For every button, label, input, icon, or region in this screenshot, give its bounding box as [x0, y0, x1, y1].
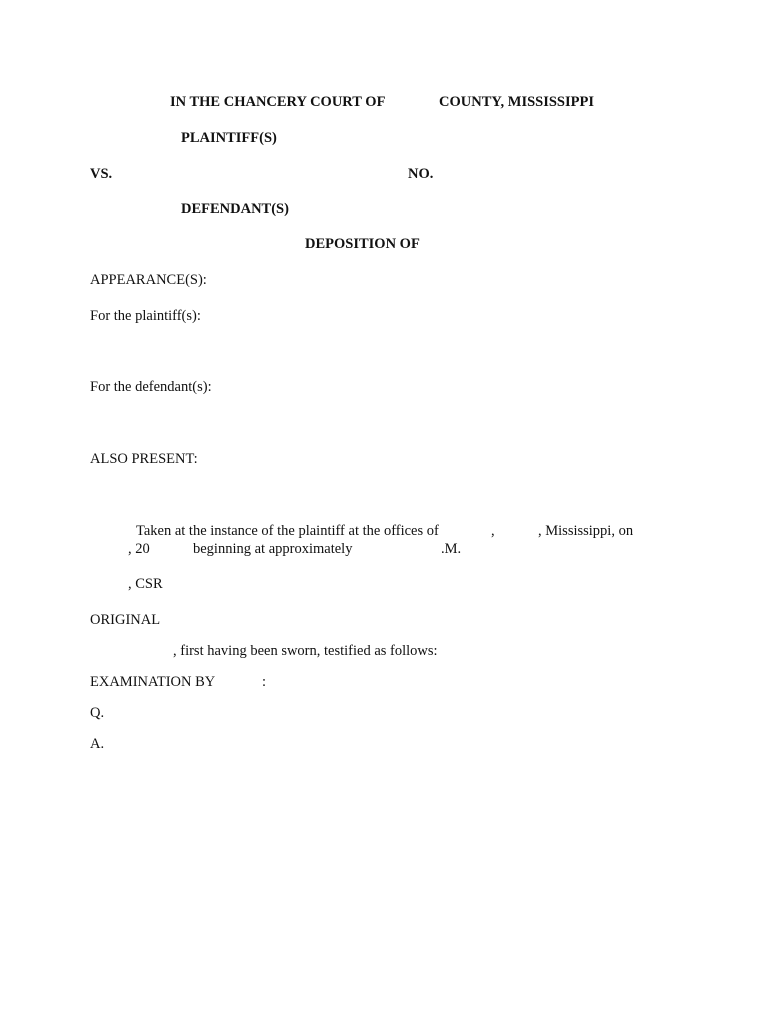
for-plaintiff-label: For the plaintiff(s): — [90, 308, 201, 324]
for-defendant-label: For the defendant(s): — [90, 379, 212, 395]
taken-location-end: , Mississippi, on — [538, 523, 634, 539]
document-title: DEPOSITION OF — [305, 236, 420, 252]
taken-at-text: Taken at the instance of the plaintiff at the offices of — [136, 523, 439, 539]
case-number-label: NO. — [408, 166, 434, 182]
question-label: Q. — [90, 705, 105, 721]
answer-label: A. — [90, 736, 105, 752]
appearances-heading: APPEARANCE(S): — [90, 272, 207, 288]
taken-year: , 20 — [128, 541, 150, 557]
court-heading-left: IN THE CHANCERY COURT OF — [170, 94, 386, 110]
sworn-statement: , first having been sworn, testified as follows: — [173, 643, 438, 659]
also-present-label: ALSO PRESENT: — [90, 451, 198, 467]
taken-beginning: beginning at approximately — [193, 541, 353, 557]
taken-meridiem: .M. — [441, 541, 462, 557]
examination-colon: : — [262, 674, 267, 690]
examination-label: EXAMINATION BY — [90, 674, 216, 690]
versus-label: VS. — [90, 166, 113, 182]
defendant-label: DEFENDANT(S) — [181, 201, 289, 217]
court-heading-right: COUNTY, MISSISSIPPI — [439, 94, 594, 110]
reporter-csr: , CSR — [128, 576, 163, 592]
original-label: ORIGINAL — [90, 612, 161, 628]
plaintiff-label: PLAINTIFF(S) — [181, 130, 277, 146]
taken-comma: , — [491, 523, 495, 539]
